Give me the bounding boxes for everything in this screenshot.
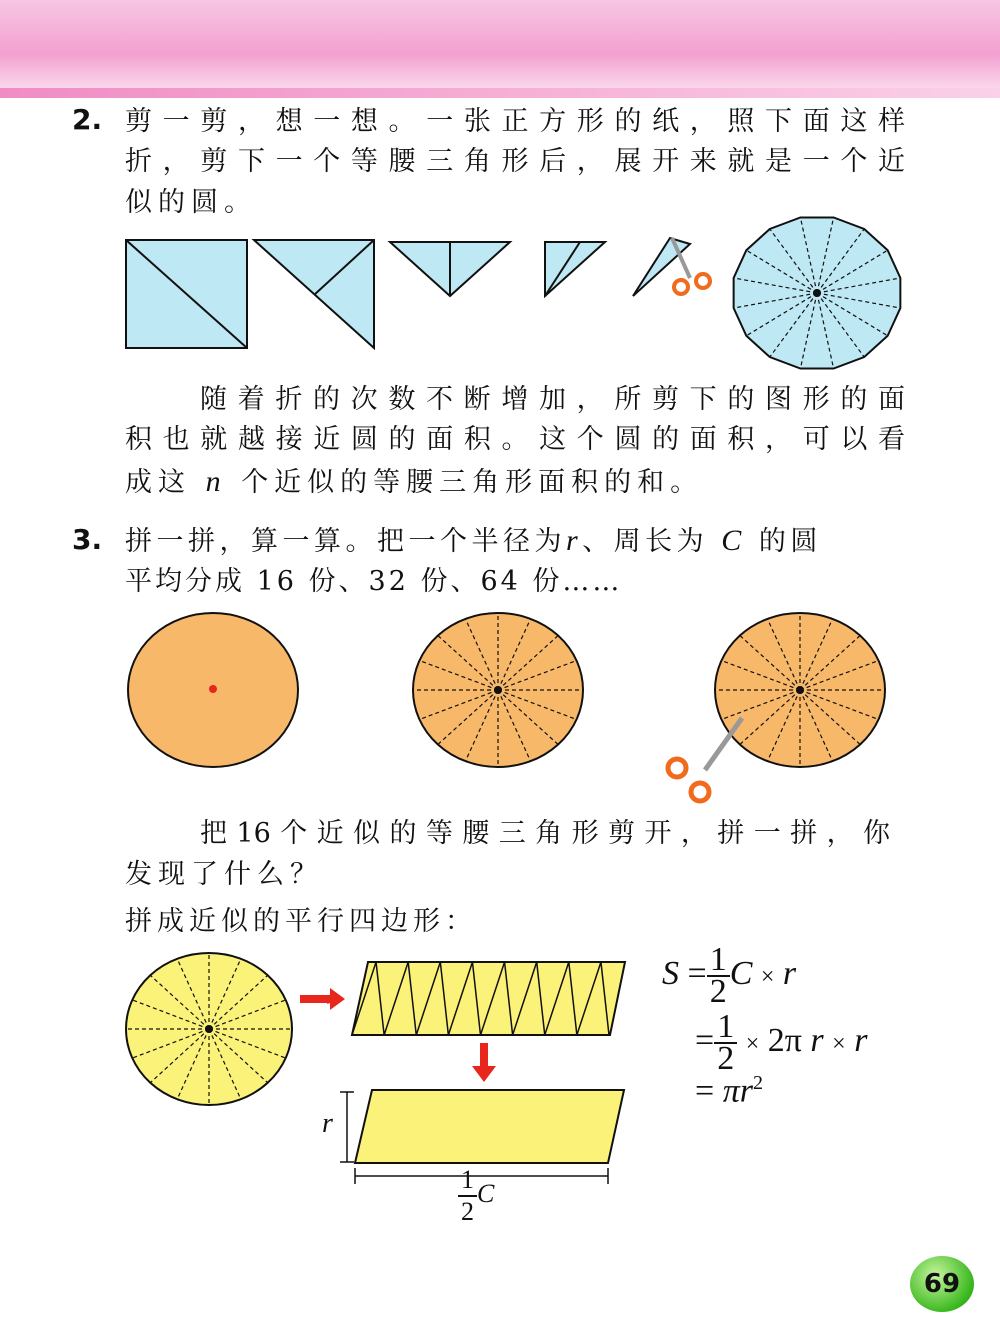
- center-dot: [494, 686, 502, 694]
- q2-text-line: 剪一剪，想一想。一张正方形的纸，照下面这样: [125, 106, 905, 137]
- result-line: 拼成近似的平行四边形：: [125, 906, 477, 937]
- question-number: 3.: [72, 523, 103, 556]
- scissors-icon: [668, 718, 742, 801]
- base-label: $\frac{1}{2}$ C: [458, 1165, 494, 1227]
- center-dot: [205, 1025, 213, 1033]
- yellow-circle-divided: [126, 953, 292, 1105]
- explain-line: 积也就越接近圆的面积。这个圆的面积，可以看: [125, 424, 905, 455]
- explain-line: 成这 n 个近似的等腰三角形面积的和。: [125, 465, 704, 498]
- q2-text-line: 折，剪下一个等腰三角形后，展开来就是一个近: [125, 146, 905, 177]
- folding-steps: [126, 238, 690, 348]
- orange-circle-divided: [715, 613, 885, 767]
- formula-line-2: = $\frac{1}{2}$ × 2π r × r: [695, 1008, 868, 1077]
- q3-text-line: 拼一拼，算一算。把一个半径为r、周长为 C 的圆: [125, 524, 822, 557]
- discover-line: 把16个近似的等腰三角形剪开，拼一拼，你: [200, 818, 890, 849]
- fold-4: [633, 238, 690, 296]
- parallelogram: [355, 1090, 624, 1163]
- discover-line: 发现了什么？: [125, 859, 323, 890]
- arrow-down-icon: [472, 1043, 496, 1082]
- question-number: 2.: [72, 103, 103, 136]
- approx-parallelogram: [352, 962, 625, 1035]
- orange-circle-divided: [413, 613, 583, 767]
- center-dot: [796, 686, 804, 694]
- arrow-right-icon: [300, 995, 330, 1003]
- scissors-icon: [672, 238, 710, 294]
- explain-line: 随着折的次数不断增加，所剪下的图形的面: [200, 384, 905, 415]
- formula-line-1: S = $\frac{1}{2}$ C × r: [662, 941, 797, 1010]
- rearranged-triangles: [352, 962, 625, 1035]
- q2-text-line: 似的圆。: [125, 187, 257, 218]
- height-label: r: [322, 1108, 333, 1139]
- page-number: 69: [910, 1256, 974, 1312]
- circle-center-dot: [209, 685, 217, 693]
- approx-circle-16gon: [734, 217, 901, 368]
- q3-text-line: 平均分成 16 份、32 份、64 份……: [125, 566, 623, 597]
- center-dot: [813, 289, 821, 297]
- formula-line-3: = $\pi r^2$: [695, 1072, 763, 1110]
